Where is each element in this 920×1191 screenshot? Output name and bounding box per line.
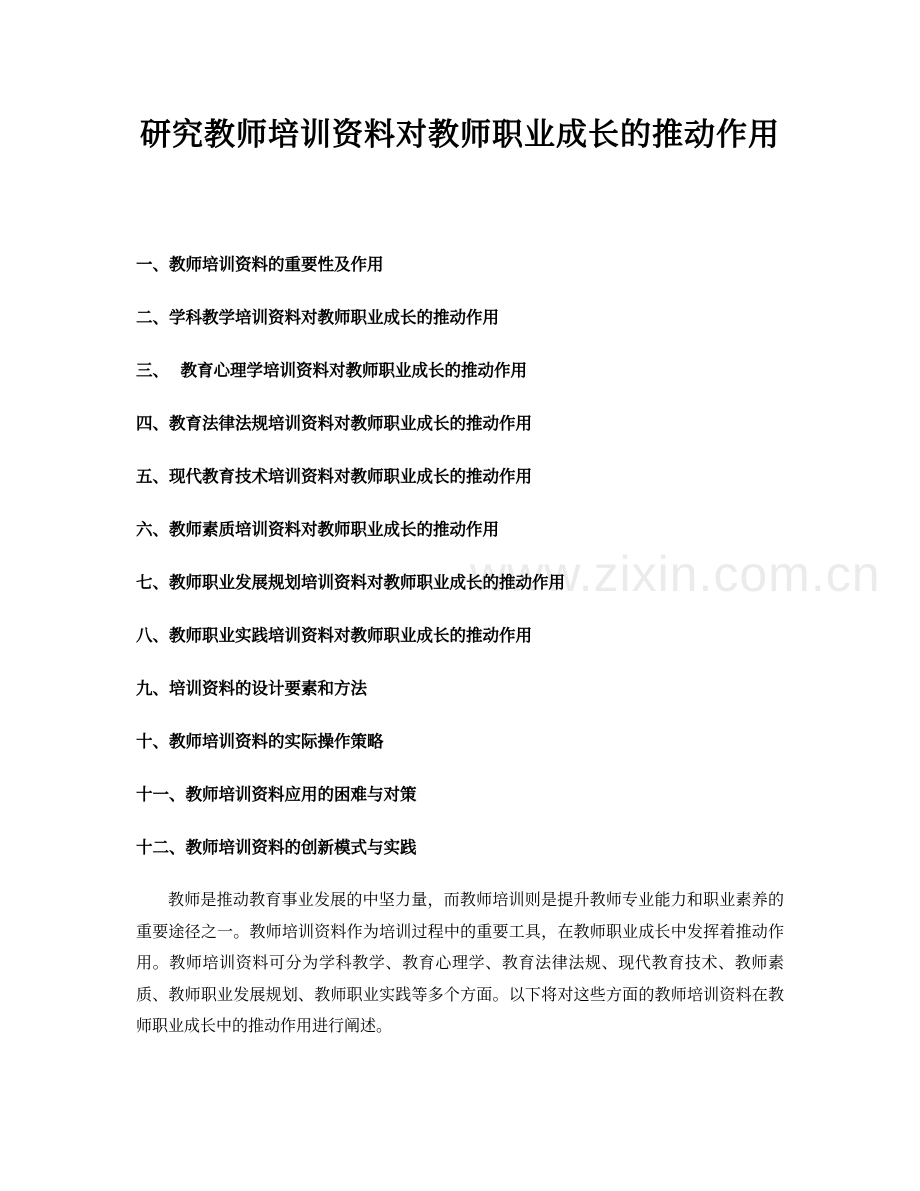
document-title: 研究教师培训资料对教师职业成长的推动作用 xyxy=(140,117,780,153)
intro-paragraph: 教师是推动教育事业发展的中坚力量，而教师培训则是提升教师专业能力和职业素养的重要途径之一。教师培训资料作为培训过程中的重要工具，在教师职业成长中发挥着推动作用。教师培训资料可分为学科教学、教育心理学、教育法律法规、现代教育技术、教师素质、教师职业发展规划、教师职业实践等多个方面。以下将对这些方面的教师培训资料在教师职业成长中的推动作用进行阐述。 xyxy=(136,890,784,1035)
toc-item-3: 三、 教育心理学培训资料对教师职业成长的推动作用 xyxy=(136,361,527,380)
toc-item-4: 四、教育法律法规培训资料对教师职业成长的推动作用 xyxy=(136,414,532,433)
toc-item-9: 九、培训资料的设计要素和方法 xyxy=(136,679,367,698)
toc-item-5: 五、现代教育技术培训资料对教师职业成长的推动作用 xyxy=(136,467,532,486)
toc-item-8: 八、教师职业实践培训资料对教师职业成长的推动作用 xyxy=(136,626,532,645)
toc-item-10: 十、教师培训资料的实际操作策略 xyxy=(136,732,384,751)
toc-item-1: 一、教师培训资料的重要性及作用 xyxy=(136,255,384,274)
toc-item-2: 二、学科教学培训资料对教师职业成长的推动作用 xyxy=(136,308,499,327)
toc-item-12: 十二、教师培训资料的创新模式与实践 xyxy=(136,838,417,857)
toc-item-7: 七、教师职业发展规划培训资料对教师职业成长的推动作用 xyxy=(136,573,565,592)
toc-item-6: 六、教师素质培训资料对教师职业成长的推动作用 xyxy=(136,520,499,539)
toc-item-11: 十一、教师培训资料应用的困难与对策 xyxy=(136,785,417,804)
watermark: www.zixin.com.cn xyxy=(470,546,881,602)
